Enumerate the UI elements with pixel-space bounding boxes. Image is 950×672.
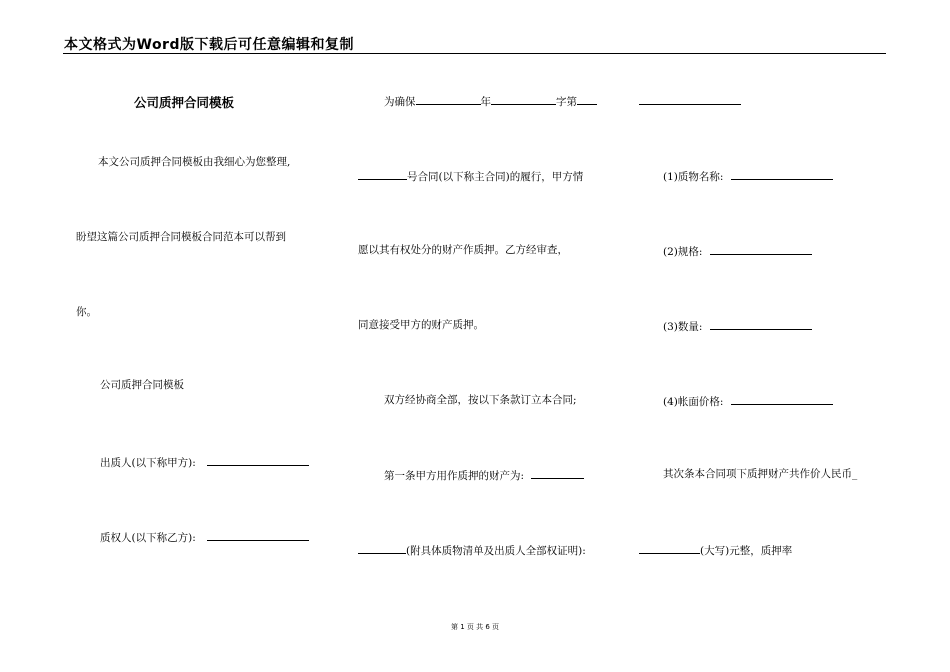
item-spec-label: (2)规格: bbox=[663, 246, 703, 258]
clause-two-line: 其次条本合同项下质押财产共作价人民币_ bbox=[663, 468, 858, 480]
header-divider bbox=[63, 53, 886, 54]
item-quantity-blank bbox=[710, 318, 812, 330]
blank-year-number bbox=[491, 93, 556, 105]
item-book-value-blank bbox=[731, 393, 833, 405]
document-title: 公司质押合同模板 bbox=[134, 95, 235, 110]
col2-line1-text-b: 年 bbox=[480, 96, 491, 108]
col2-line1-text-c: 字第 bbox=[556, 96, 577, 108]
item-book-value-label: (4)帐面价格: bbox=[663, 396, 724, 408]
page-footer: 第 1 页 共 6 页 bbox=[450, 623, 500, 631]
blank-amount bbox=[639, 542, 700, 554]
blank-year-prefix bbox=[416, 93, 481, 105]
intro-line-1: 本文公司质押合同模板由我细心为您整理, bbox=[98, 156, 291, 168]
pledgor-line bbox=[100, 454, 309, 470]
col2-line-2 bbox=[358, 168, 583, 184]
document-header-title: 本文格式为Word版下载后可任意编辑和复制 bbox=[64, 37, 354, 53]
item-name-line bbox=[663, 168, 833, 184]
item-spec-blank bbox=[710, 243, 812, 255]
intro-line-3: 你。 bbox=[76, 306, 97, 318]
item-book-value-line bbox=[663, 393, 833, 409]
amount-text: (大写)元整，质押率 bbox=[700, 545, 793, 557]
blank-contract-no bbox=[358, 168, 407, 180]
blank-serial bbox=[577, 93, 597, 105]
col2-line2-text: 号合同(以下称主合同)的履行，甲方情 bbox=[407, 171, 584, 183]
col2-line1-text-a: 为确保 bbox=[384, 96, 416, 108]
col3-top-blank bbox=[639, 93, 741, 109]
pledgor-blank bbox=[207, 454, 309, 466]
pledgee-label: 质权人(以下称乙方): bbox=[100, 532, 196, 544]
col2-line-7 bbox=[358, 542, 586, 558]
col2-line-1 bbox=[384, 93, 597, 109]
item-spec-line bbox=[663, 243, 812, 259]
pledgee-blank bbox=[207, 529, 309, 541]
blank-top-right bbox=[639, 93, 741, 105]
col2-line7-text: (附具体质物清单及出质人全部权证明): bbox=[406, 545, 586, 557]
col2-line-5: 双方经协商全部，按以下条款订立本合同; bbox=[384, 394, 577, 406]
blank-attachment bbox=[358, 542, 406, 554]
blank-pledged-property bbox=[531, 467, 584, 479]
col2-line6-text: 第一条甲方用作质押的财产为: bbox=[384, 470, 525, 482]
col2-line-6 bbox=[384, 467, 584, 483]
pledgee-line bbox=[100, 529, 309, 545]
pledgor-label: 出质人(以下称甲方): bbox=[100, 457, 196, 469]
contract-subtitle: 公司质押合同模板 bbox=[100, 379, 184, 391]
item-name-blank bbox=[731, 168, 833, 180]
item-name-label: (1)质物名称: bbox=[663, 171, 724, 183]
amount-line bbox=[639, 542, 792, 558]
item-quantity-line bbox=[663, 318, 812, 334]
col2-line-3: 愿以其有权处分的财产作质押。乙方经审查， bbox=[358, 244, 568, 256]
intro-line-2: 盼望这篇公司质押合同模板合同范本可以帮到 bbox=[76, 231, 286, 243]
col2-line-4: 同意接受甲方的财产质押。 bbox=[358, 319, 484, 331]
item-quantity-label: (3)数量: bbox=[663, 321, 703, 333]
